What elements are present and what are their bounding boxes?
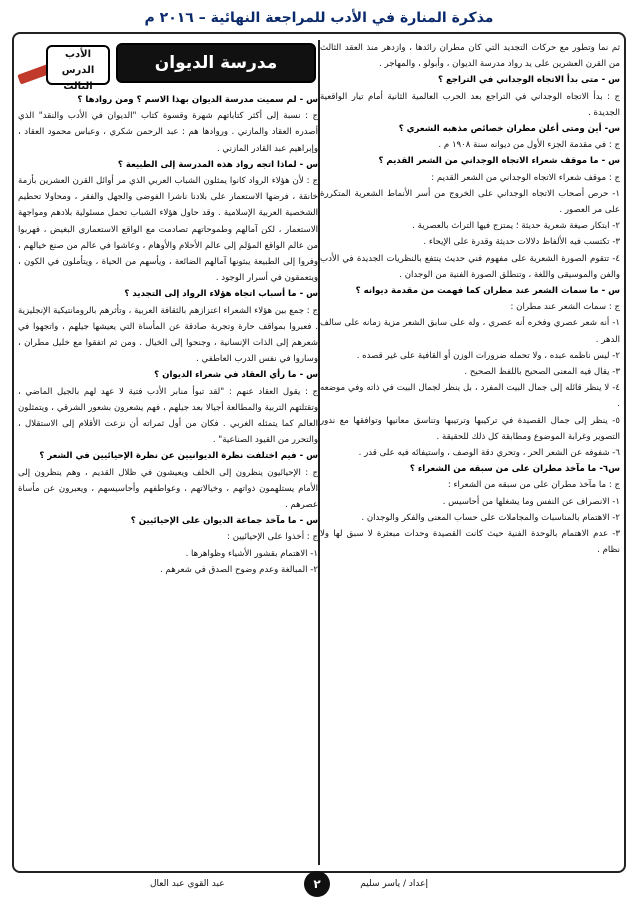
answer-paragraph: ٢- الاهتمام بالمناسبات والمجاملات على حساب المعنى والفكر والوجدان . <box>361 512 620 523</box>
answer-paragraph: ٦- شفوفه عن الشعر الحر ، وتحري دقة الوصف ، واستيفائه فيه على قدر . <box>358 448 620 459</box>
answer-paragraph: ٣- يقال فيه المعنى الصحيح باللفظ الصحيح . <box>464 367 620 378</box>
question-line: س - متى بدأ الاتجاه الوجداني في التراجع ؟ <box>437 75 620 86</box>
answer-paragraph: ج : ما مآخذ مطران على من سبقه من الشعراء : <box>447 480 620 491</box>
answer-paragraph: ج : جمع بين هؤلاء الشعراء اعتزازهم بالثقافة العربية ، وتأثرهم بالرومانتيكية الإنجليزية . فعبروا بمواقف حارة وتجربة صادقة عن المأساة التي يعيشها جيلهم ، واتجهوا في شعرهم إلى الذات الإنسانية ، وجنحوا إلى الخيال . ومن ثم اتفقوا مع خليل مطران ، وساروا في نفس الدرب العاطفي . <box>18 305 318 365</box>
answer-paragraph: ٢- ليس ناظمه عبده ، ولا تحمله ضرورات الوزن أو القافية على غير قصده . <box>356 350 620 361</box>
answer-paragraph: ج : نسبة إلى أكثر كتاباتهم شهرة وقسوة كتاب "الديوان في الأدب والنقد" الذي أصدره العقاد والمازني . وروادها هم : عبد الرحمن شكري ، وعباس محمود العقاد ، وإبراهيم عبد القادر المازني . <box>18 111 318 154</box>
answer-paragraph: ثم نما وتطور مع حركات التجديد التي كان مطران رائدها ، وازدهر منذ العقد الثالث من القرن العشرين على يد رواد مدرسة الديوان ، وأبولو ، والمهاجر . <box>320 43 620 70</box>
right-column <box>320 40 620 863</box>
answer-paragraph: ج : سمات الشعر عند مطران : <box>510 302 620 313</box>
coauthor: عبد القوي عبد العال <box>150 879 225 889</box>
answer-paragraph: ٣- تكتسب فيه الألفاظ دلالات حديثة وقدرة على الإيحاء . <box>423 237 620 248</box>
logo-badge-group <box>18 43 110 92</box>
answer-paragraph: ٢- ابتكار صيغة شعرية حديثة ؛ يمتزج فيها التراث بالعصرية . <box>412 221 620 232</box>
question-line: س- أين ومتى أعلن مطران خصائص مذهبه الشعري ؟ <box>398 124 620 135</box>
answer-paragraph: ج : يقول العقاد عنهم : "لقد تبوأ منابر الأدب فتية لا عهد لهم بالجيل الماضي ، وتقتلتهم التربية والمطالعة أجيالا بعد جيلهم ، فهم يشعرون بشعور الشرقي ، ويتمثلون العالم كما يتمثله الغربي . فكان من أول ثمراته أن نزعت الأقلام إلى الاستقلال ، والتحرر من القيود الصناعية" . <box>18 386 318 446</box>
badge-line-2: الدرس الثالث <box>61 65 95 92</box>
answer-paragraph: ١- الاهتمام بقشور الأشياء وظواهرها . <box>185 548 318 559</box>
question-line: س - لم سميت مدرسة الديوان بهذا الاسم ؟ ومن روادها ؟ <box>77 95 318 105</box>
page-title: مذكرة المنارة في الأدب للمراجعة النهائية – ٢٠١٦ م <box>144 10 494 26</box>
answer-paragraph: ج : بدأ الاتجاه الوجداني في التراجع بعد الحرب العالمية الثانية أمام تيار الواقعية الجديدة . <box>320 91 620 118</box>
question-line: س - ما مآخذ جماعة الديوان على الإحيائيين ؟ <box>130 516 318 527</box>
left-column <box>18 92 318 863</box>
question-line: س - ما سمات الشعر عند مطران كما فهمت من مقدمة ديوانه ؟ <box>355 286 620 297</box>
page-footer <box>0 875 638 897</box>
answer-paragraph: ج : موقف شعراء الاتجاه الوجداني من الشعر القديم : <box>431 172 620 183</box>
question-line: س - ما موقف شعراء الاتجاه الوجداني من الشعر القديم ؟ <box>378 156 620 167</box>
answer-paragraph: ١- الانصراف عن النفس وما يشغلها من أحاسيس . <box>442 496 620 507</box>
lesson-logo <box>18 40 316 92</box>
question-line: س - فيم اختلفت نظرة الديوانيين عن نظرة الإحيائيين في الشعر ؟ <box>39 451 318 462</box>
page-number: ٢ <box>304 871 330 897</box>
answer-paragraph: ج : أخذوا على الإحيائيين : <box>227 532 318 543</box>
answer-paragraph: ج : في مقدمة الجزء الأول من ديوانه سنة ١٩٠٨ م . <box>438 140 620 151</box>
prepared-by: إعداد / ياسر سليم <box>360 879 428 889</box>
answer-paragraph: ٥- ينظر إلى جمال القصيدة في تركيبها وترتيبها وتناسق معانيها وتوافقها مع ندور التصوير وغرابة الموضوع ومطابقة كل ذلك للحقيقة . <box>320 415 620 442</box>
answer-paragraph: ١- أنه شعر عصري وفخره أنه عصري ، وله على سابق الشعر مزية زمانه على سالف الدهر . <box>320 318 620 345</box>
answer-paragraph: ٣- عدم الاهتمام بالوحدة الفنية حيث كانت القصيدة وحدات مبعثرة لا سبق لها ولا نظام . <box>320 529 620 556</box>
lesson-badge <box>46 45 110 92</box>
answer-paragraph: ج : الإحيائيون ينظرون إلى الخلف ويعيشون في ظلال القديم ، وهم ينظرون إلى الأمام يستلهمون ذواتهم ، وخيالاتهم ، وعواطفهم وأحاسيسهم ، ويعبرون عن مأساة عصرهم . <box>18 467 318 511</box>
question-line: س - ما رأي العقاد في شعراء الديوان ؟ <box>154 370 318 381</box>
question-line: س - لماذا اتجه رواد هذه المدرسة إلى الطبيعة ؟ <box>117 159 318 170</box>
question-line: س - ما أسباب اتجاه هؤلاء الرواد إلى التجديد ؟ <box>124 289 318 300</box>
answer-paragraph: ج : لأن هؤلاء الرواد كانوا يمثلون الشباب العربي الذي مر أوائل القرن العشرين بأزمة خانقة ، فرضها الاستعمار على بلادنا ناشرا الفوضى والجهل والفقر ، ومحاولا تحطيم الشخصية العربية الإسلامية . وقد حاول هؤلاء الشباب تحمل مسئولية بلادهم ومواجهة الاستعمار ، لكن آمالهم وطموحاتهم تصادمت مع الواقع الاستعماري البغيض ، فهربوا من عالم الواقع المؤلم إلى عالم الأحلام والأوهام ، وعاشوا في عالم من صنع خيالهم ، وفروا إلى الطبيعة يبثونها آمالهم الضائعة ، ويأسهم من الحياة ، ويتأملون في الكون ، ويتعمقون في أسرار الوجود . <box>18 176 318 284</box>
answer-paragraph: ٤- تتقوم الصورة الشعرية على مفهوم فني حديث ينتفع بالنظريات الجديدة في الأدب والفن والموسيقى واللغة ، وتنطلق الصورة الفنية من الوجدان . <box>320 253 620 280</box>
badge-line-1: الأدب <box>64 49 92 60</box>
answer-paragraph: ٤- لا ينظر قائله إلى جمال البيت المفرد ، بل ينظر لجمال البيت في ذاته وفي موضعه . <box>320 383 620 410</box>
logo-title: مدرسة الديوان <box>116 43 316 83</box>
answer-paragraph: ١- حرص أصحاب الاتجاه الوجداني على الخروج من أسر الأنماط الشعرية المتكررة على مر العصور . <box>320 188 620 216</box>
question-line: س٦- ما مآخذ مطران على من سبقه من الشعراء ؟ <box>409 464 620 475</box>
answer-paragraph: ٢- المبالغة وعدم وضوح الصدق في شعرهم . <box>160 564 318 575</box>
